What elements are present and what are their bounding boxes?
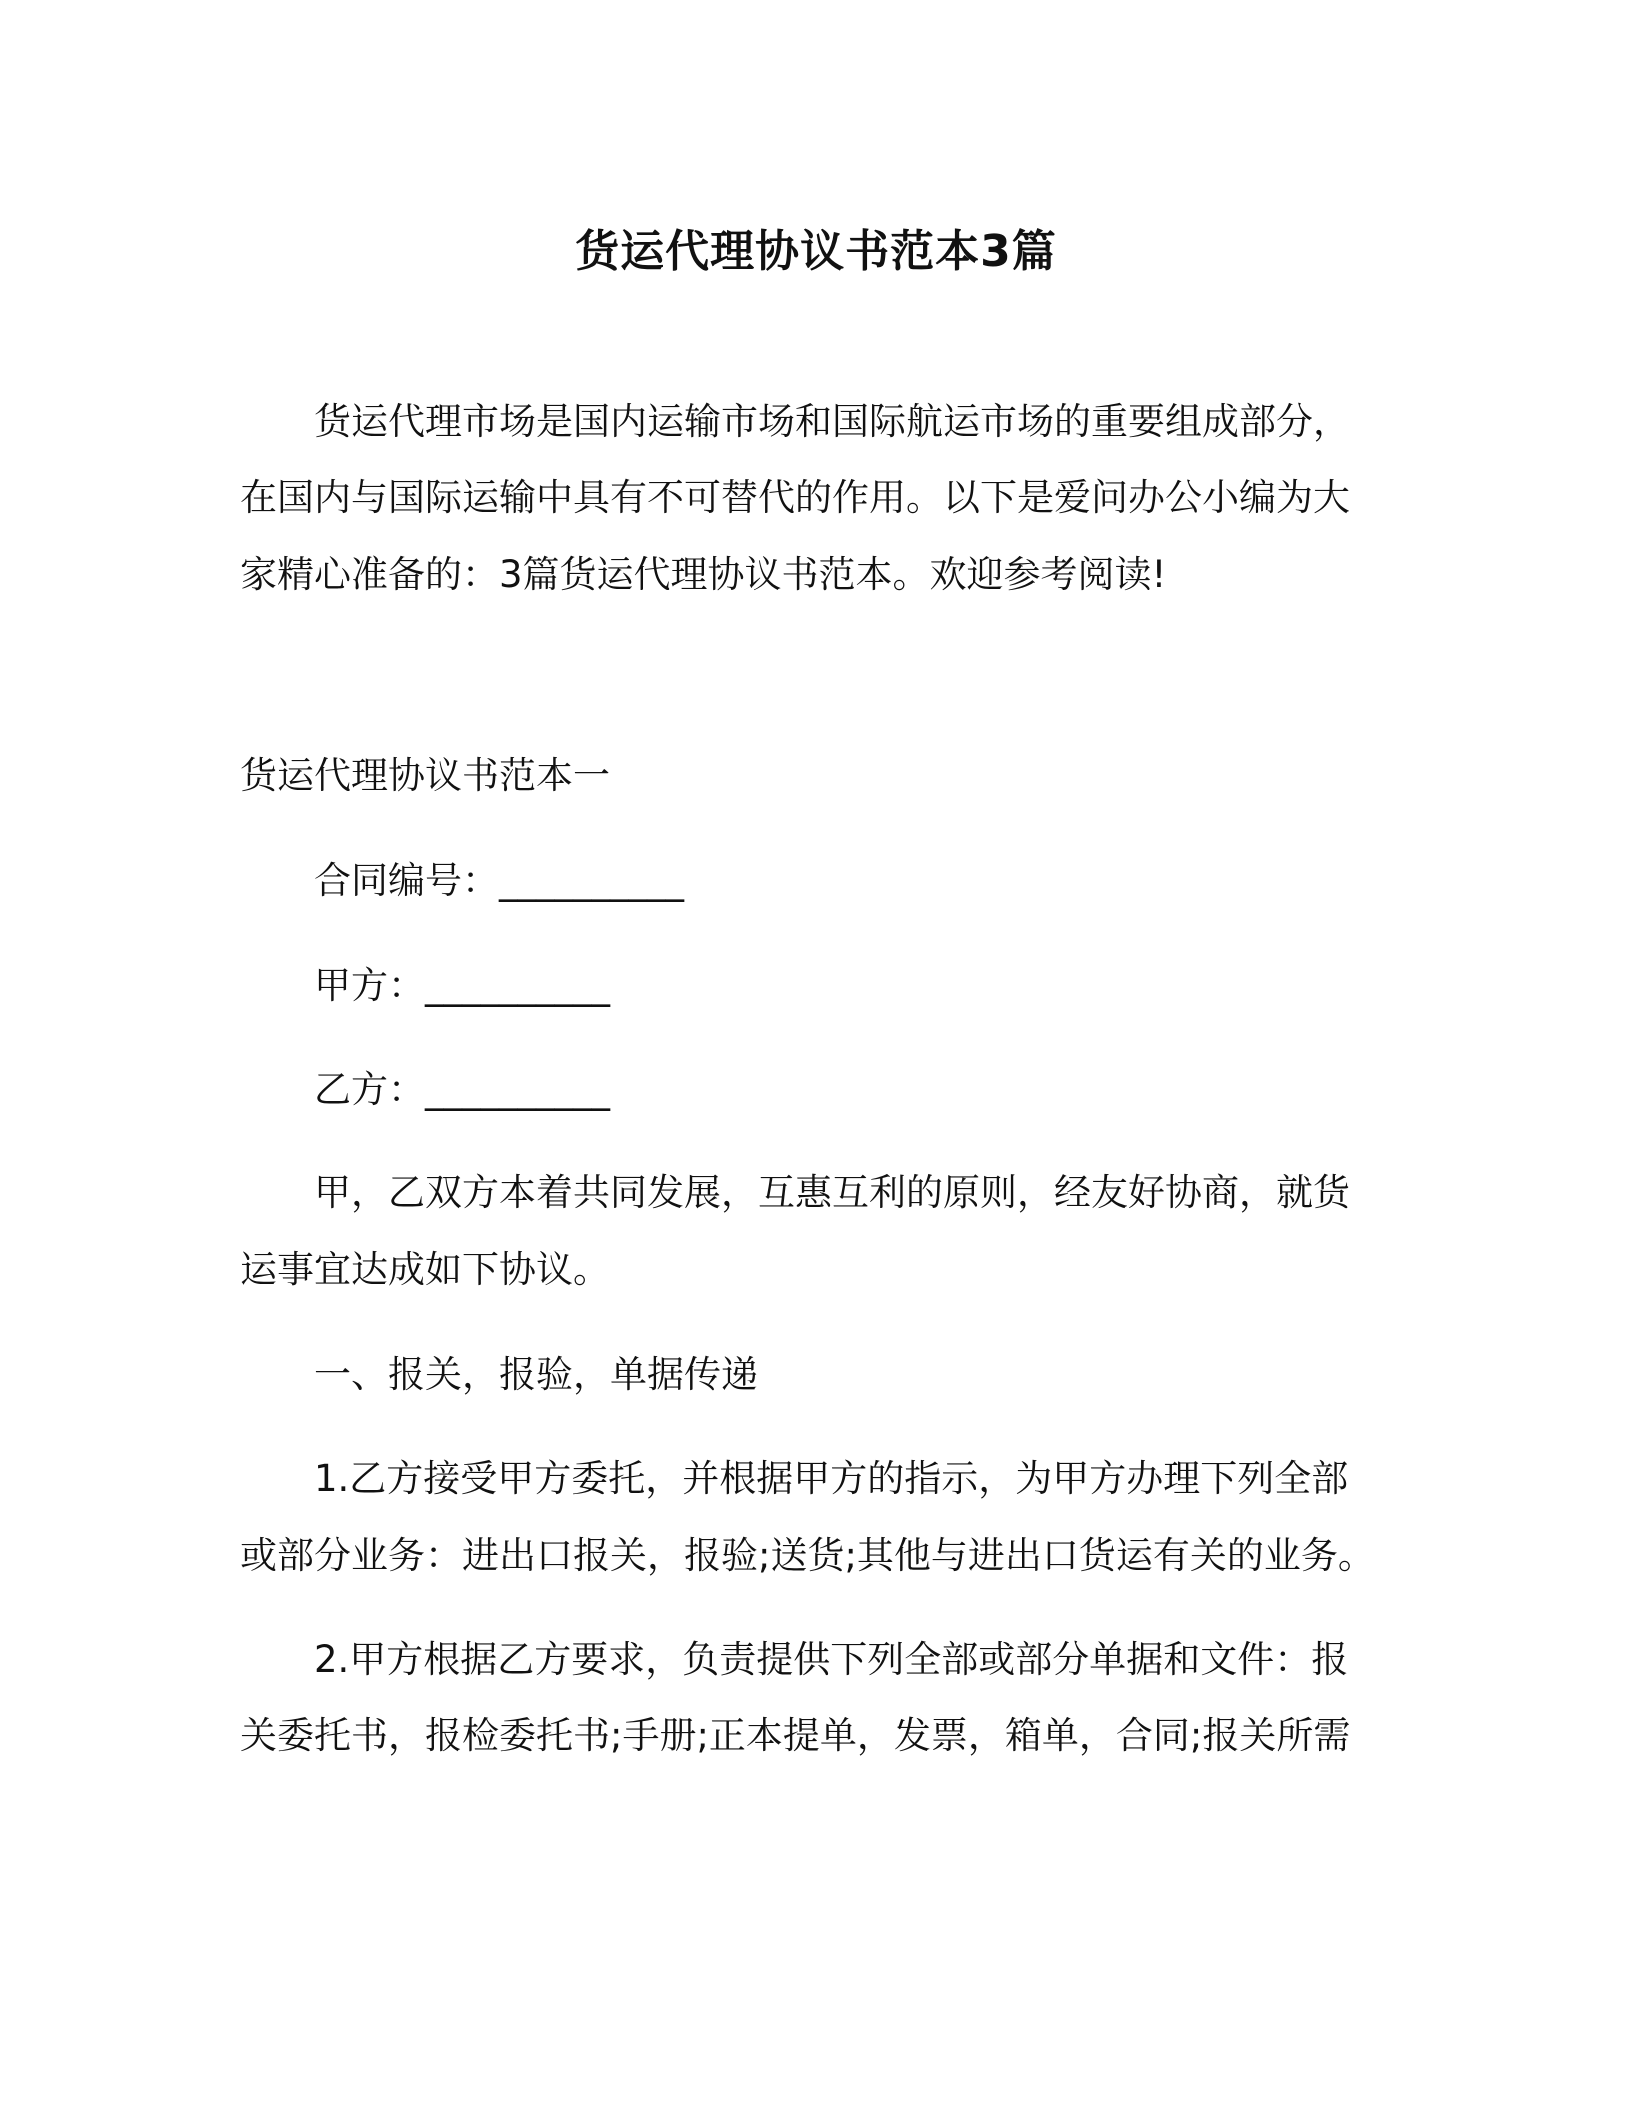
contract-number-field: 合同编号：__________ xyxy=(314,859,684,902)
preamble-line-2: 运事宜达成如下协议。 xyxy=(240,1248,610,1291)
party-b-field: 乙方：__________ xyxy=(314,1068,610,1111)
section-heading: 货运代理协议书范本一 xyxy=(240,754,610,797)
preamble-line-1: 甲，乙双方本着共同发展，互惠互利的原则，经友好协商，就货 xyxy=(314,1171,1350,1214)
party-a-field: 甲方：__________ xyxy=(314,964,610,1007)
item1-line-2: 或部分业务：进出口报关，报验;送货;其他与进出口货运有关的业务。 xyxy=(240,1534,1375,1577)
intro-line-3: 家精心准备的：3篇货运代理协议书范本。欢迎参考阅读! xyxy=(240,553,1167,596)
item2-line-2: 关委托书，报检委托书;手册;正本提单，发票，箱单，合同;报关所需 xyxy=(240,1714,1351,1757)
clause-heading: 一、报关，报验，单据传递 xyxy=(314,1353,758,1396)
intro-line-1: 货运代理市场是国内运输市场和国际航运市场的重要组成部分， xyxy=(314,400,1350,443)
intro-line-2: 在国内与国际运输中具有不可替代的作用。以下是爱问办公小编为大 xyxy=(240,476,1350,519)
document-title: 货运代理协议书范本3篇 xyxy=(575,226,1057,277)
item1-line-1: 1.乙方接受甲方委托，并根据甲方的指示，为甲方办理下列全部 xyxy=(314,1457,1349,1500)
item2-line-1: 2.甲方根据乙方要求，负责提供下列全部或部分单据和文件：报 xyxy=(314,1638,1349,1681)
